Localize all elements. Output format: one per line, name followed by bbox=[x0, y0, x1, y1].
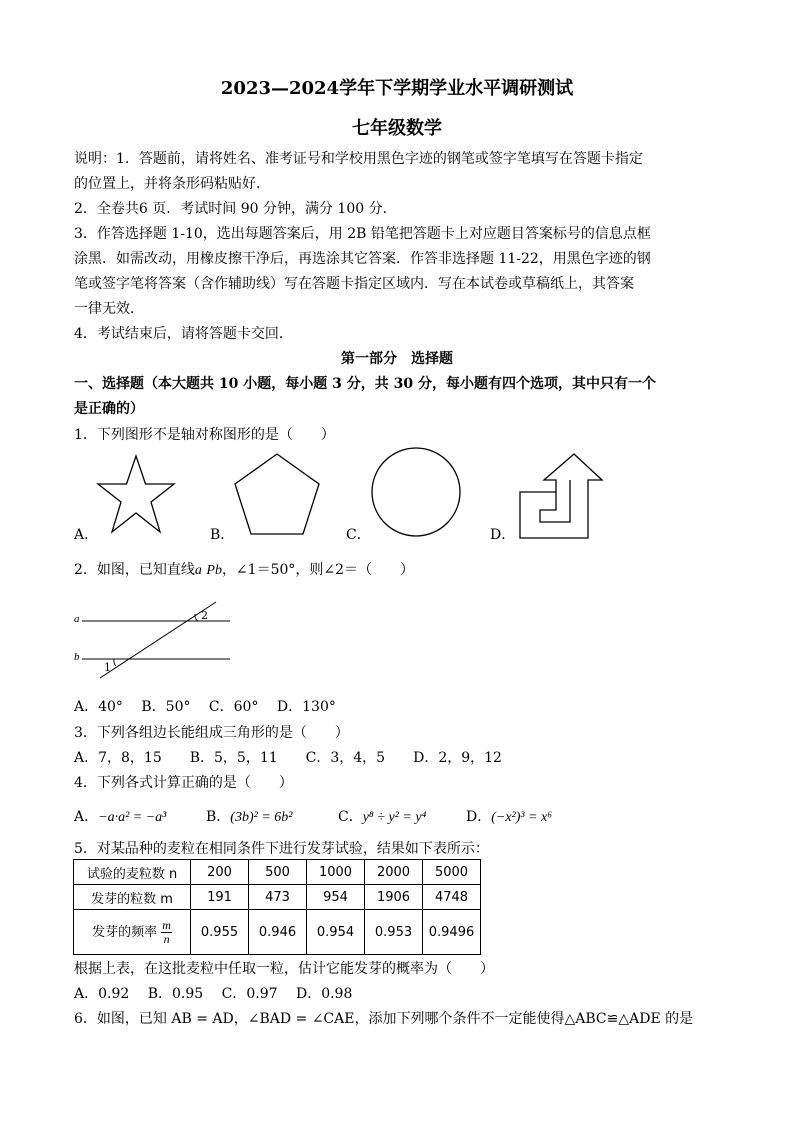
instruction-line-2: 的位置上，并将条形码粘贴好． bbox=[74, 176, 270, 192]
q4-option-a bbox=[74, 806, 166, 826]
q4-option-b bbox=[206, 806, 292, 826]
instruction-line-6: 笔或签字笔将答案（含作辅助线）写在答题卡指定区域内．写在本试卷或草稿纸上，其答案 bbox=[74, 276, 634, 292]
table-cell: 191 bbox=[191, 885, 249, 910]
instruction-line-5: 涂黑．如需改动，用橡皮擦干净后，再选涂其它答案．作答非选择题 11-22，用黑色字迹的钢 bbox=[74, 251, 651, 267]
table-cell: 0.953 bbox=[365, 910, 423, 955]
q2-options: A．40° B．50° C．60° D．130° bbox=[74, 699, 336, 715]
q2-text bbox=[74, 559, 414, 579]
row-header-m: 发芽的粒数 m bbox=[74, 885, 191, 910]
table-cell: 0.946 bbox=[249, 910, 307, 955]
q1-option-d[interactable]: D． bbox=[490, 527, 516, 543]
circle-figure bbox=[370, 446, 462, 538]
angle-2-label: 2 bbox=[201, 609, 208, 622]
table-cell: 4748 bbox=[423, 885, 481, 910]
section-heading-line-2: 是正确的） bbox=[74, 401, 144, 417]
exam-subtitle: 七年级数学 bbox=[352, 118, 442, 139]
instruction-line-3: 2．全卷共6 页．考试时间 90 分钟，满分 100 分． bbox=[74, 201, 397, 217]
table-cell: 500 bbox=[249, 860, 307, 885]
line-a-label: a bbox=[74, 613, 80, 625]
table-cell: 0.9496 bbox=[423, 910, 481, 955]
table-cell: 473 bbox=[249, 885, 307, 910]
q6-text: 6．如图，已知 AB = AD，∠BAD = ∠CAE，添加下列哪个条件不一定能使得△ABC≌△ADE 的是 bbox=[74, 1011, 694, 1027]
fraction-numerator: m bbox=[162, 917, 171, 932]
section-heading-line-1: 一、选择题（本大题共 10 小题，每小题 3 分，共 30 分，每小题有四个选项，其中只有一个 bbox=[74, 376, 656, 392]
q5-after-text: 根据上表，在这批麦粒中任取一粒，估计它能发芽的概率为（ ） bbox=[74, 961, 494, 977]
germination-table bbox=[73, 859, 481, 955]
q1-text: 1．下列图形不是轴对称图形的是（ ） bbox=[74, 427, 335, 443]
q4-option-c-label: C． bbox=[338, 809, 363, 825]
pentagon-figure bbox=[233, 452, 321, 536]
instruction-line-8: 4．考试结束后，请将答题卡交回． bbox=[74, 326, 293, 342]
row-header-frequency bbox=[74, 910, 191, 955]
row-header-n: 试验的麦粒数 n bbox=[74, 860, 191, 885]
q4-option-a-label: A． bbox=[74, 809, 99, 825]
q2-var-a: a bbox=[194, 563, 202, 578]
table-cell: 2000 bbox=[365, 860, 423, 885]
q4-expr-b: (3b)² = 6b² bbox=[230, 810, 293, 825]
q3-options: A．7，8，15 B．5，5，11 C．3，4，5 D．2，9，12 bbox=[74, 750, 502, 766]
q2-var-b: b bbox=[214, 563, 222, 578]
q5-options: A．0.92 B．0.95 C．0.97 D．0.98 bbox=[74, 986, 353, 1002]
arrow-shape-figure bbox=[518, 452, 604, 540]
q2-prefix: 2．如图，已知直线 bbox=[74, 562, 195, 578]
line-b-label: b bbox=[74, 651, 80, 663]
star-figure bbox=[96, 454, 176, 534]
instruction-line-1: 说明：1．答题前，请将姓名、准考证号和学校用黑色字迹的钢笔或签字笔填写在答题卡指定 bbox=[74, 151, 643, 167]
q2-mid: ，∠1＝50°，则∠2＝（ ） bbox=[221, 562, 415, 578]
table-cell: 5000 bbox=[423, 860, 481, 885]
q3-text: 3．下列各组边长能组成三角形的是（ ） bbox=[74, 725, 349, 741]
part1-heading: 第一部分 选择题 bbox=[341, 351, 453, 367]
table-cell: 1906 bbox=[365, 885, 423, 910]
table-cell: 954 bbox=[307, 885, 365, 910]
q1-option-b[interactable]: B． bbox=[210, 527, 235, 543]
table-cell: 200 bbox=[191, 860, 249, 885]
q4-expr-d: (−x²)³ = x⁶ bbox=[491, 810, 553, 825]
q2-relation: P bbox=[206, 563, 215, 578]
q1-option-a[interactable]: A． bbox=[74, 527, 99, 543]
q4-expr-a: −a·a² = −a³ bbox=[98, 810, 167, 825]
frequency-label: 发芽的频率 bbox=[92, 924, 158, 940]
fraction-denominator: n bbox=[163, 931, 170, 946]
q4-expr-c: y⁸ ÷ y² = y⁴ bbox=[362, 810, 427, 825]
instruction-line-7: 一律无效． bbox=[74, 301, 144, 317]
q4-option-b-label: B． bbox=[206, 809, 231, 825]
table-row bbox=[74, 885, 481, 910]
q4-option-d bbox=[466, 806, 552, 826]
table-cell: 1000 bbox=[307, 860, 365, 885]
angle-1-label: 1 bbox=[104, 661, 111, 674]
table-cell: 0.955 bbox=[191, 910, 249, 955]
q1-option-c[interactable]: C． bbox=[346, 527, 371, 543]
exam-title: 2023—2024学年下学期学业水平调研测试 bbox=[220, 78, 574, 99]
table-cell: 0.954 bbox=[307, 910, 365, 955]
q5-text: 5．对某品种的麦粒在相同条件下进行发芽试验，结果如下表所示： bbox=[74, 841, 489, 857]
q4-option-d-label: D． bbox=[466, 809, 492, 825]
fraction-m-over-n bbox=[161, 919, 172, 946]
q4-option-c bbox=[338, 806, 426, 826]
instruction-line-4: 3．作答选择题 1-10，选出每题答案后，用 2B 铅笔把答题卡上对应题目答案标号的信息点框 bbox=[74, 226, 651, 242]
q4-text: 4．下列各式计算正确的是（ ） bbox=[74, 775, 293, 791]
table-row bbox=[74, 860, 481, 885]
parallel-lines-figure bbox=[70, 600, 240, 680]
table-row bbox=[74, 910, 481, 955]
